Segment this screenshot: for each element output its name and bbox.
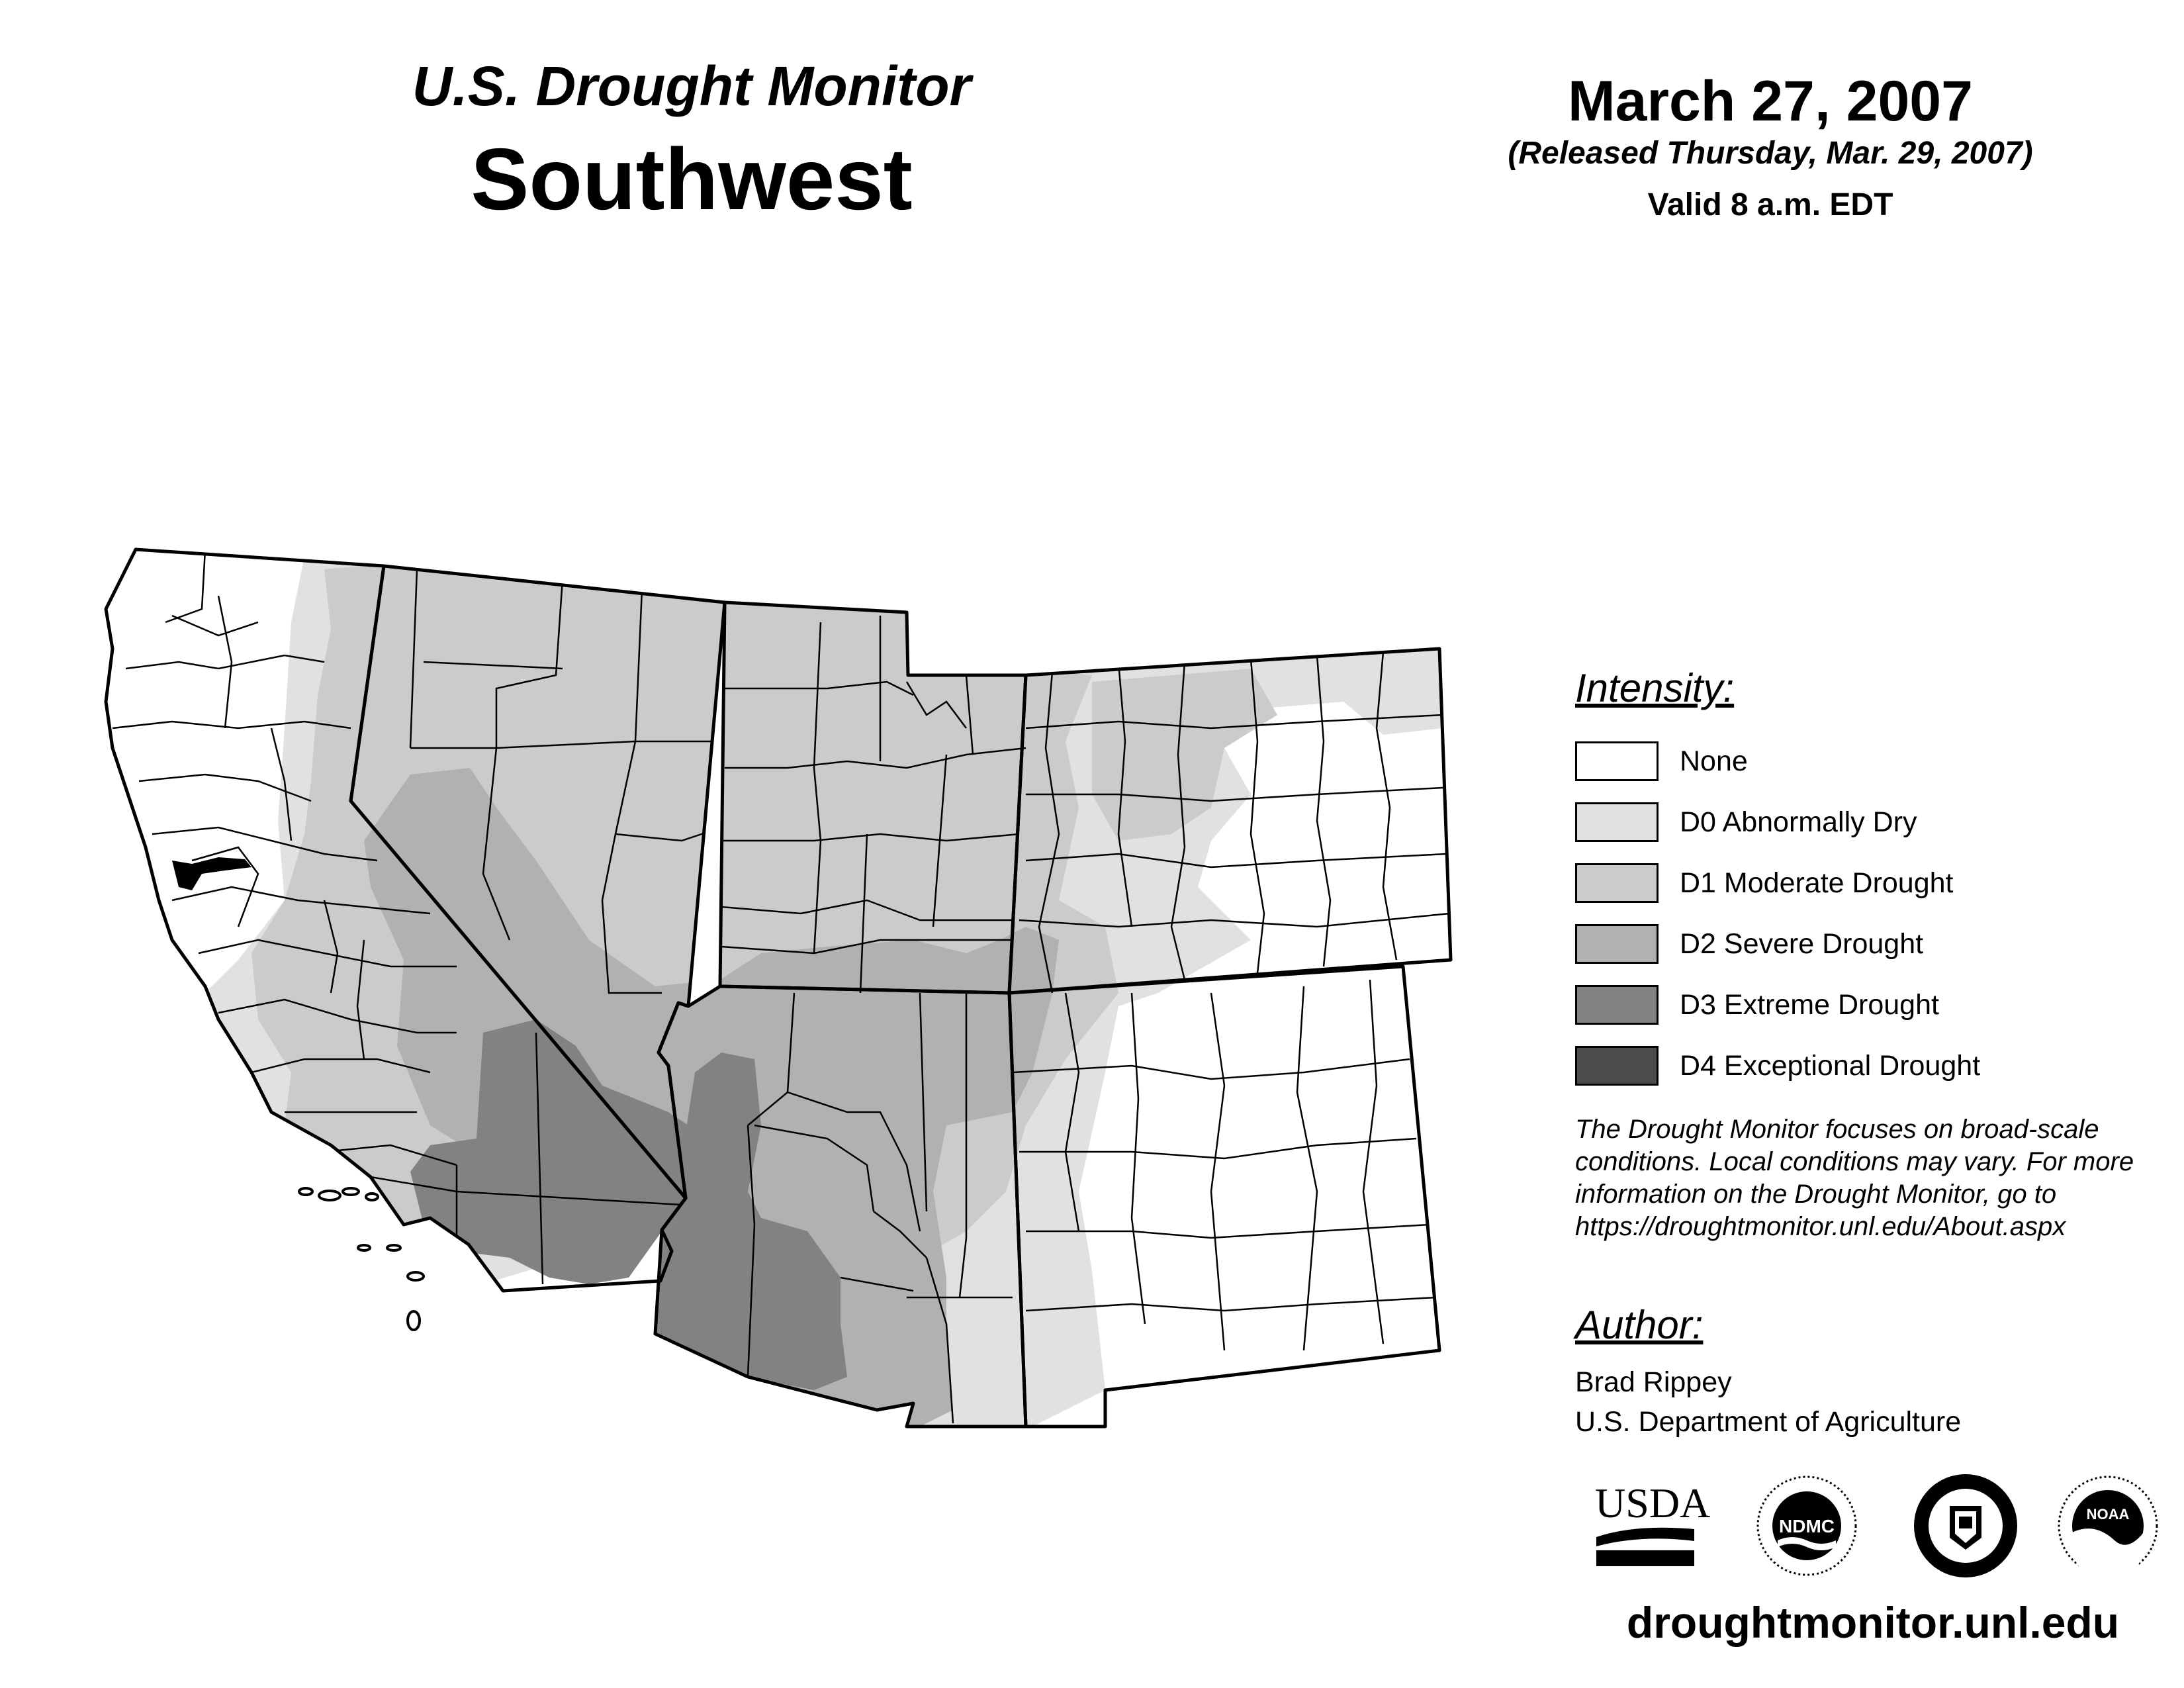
legend-label: D3 Extreme Drought (1680, 988, 1939, 1021)
drought-map (86, 530, 1476, 1489)
author-name: Brad Rippey (1575, 1366, 1732, 1398)
disclaimer-note (1575, 1113, 2171, 1243)
logo-strip (1588, 1463, 2171, 1589)
legend-swatch-d4 (1575, 1046, 1659, 1086)
legend-label: D2 Severe Drought (1680, 927, 1924, 960)
drought-areas (165, 556, 1443, 1430)
note-line: conditions. Local conditions may vary. For more (1575, 1147, 2134, 1176)
legend-swatch-d3 (1575, 985, 1659, 1025)
legend-item-d4 (1575, 1035, 2171, 1096)
note-link[interactable]: https://droughtmonitor.unl.edu/About.aspx (1575, 1212, 2066, 1241)
commerce-seal (1914, 1474, 2017, 1577)
legend-label: None (1680, 745, 1748, 777)
note-line: information on the Drought Monitor, go to (1575, 1180, 2057, 1209)
website-link[interactable]: droughtmonitor.unl.edu (1626, 1598, 2120, 1647)
ndmc-logo (1758, 1477, 1856, 1575)
noaa-logo-text: NOAA (2086, 1506, 2130, 1523)
legend-item-none (1575, 731, 2171, 792)
release-date: (Released Thursday, Mar. 29, 2007) (1508, 136, 2033, 171)
region-title: Southwest (471, 130, 913, 228)
usda-logo-text: USDA (1595, 1479, 1711, 1526)
ndmc-logo-text: NDMC (1779, 1516, 1835, 1536)
author-block (1575, 1305, 2171, 1442)
noaa-logo (2059, 1477, 2157, 1581)
author-heading: Author: (1575, 1303, 1704, 1347)
author-organization: U.S. Department of Agriculture (1575, 1406, 1962, 1438)
legend-item-d3 (1575, 974, 2171, 1035)
legend-heading: Intensity: (1575, 666, 1735, 710)
legend-swatch-none (1575, 741, 1659, 781)
legend-item-d0 (1575, 792, 2171, 853)
map-title: U.S. Drought Monitor (412, 55, 972, 117)
valid-time: Valid 8 a.m. EDT (1647, 187, 1893, 222)
legend-label: D0 Abnormally Dry (1680, 806, 1917, 838)
legend-swatch-d1 (1575, 863, 1659, 903)
usda-logo (1595, 1479, 1710, 1566)
legend-label: D1 Moderate Drought (1680, 867, 1954, 899)
legend-item-d1 (1575, 853, 2171, 914)
legend-swatch-d2 (1575, 924, 1659, 964)
san-francisco-bay (172, 857, 251, 890)
legend (1575, 666, 2171, 1096)
legend-swatch-d0 (1575, 802, 1659, 842)
legend-label: D4 Exceptional Drought (1680, 1049, 1981, 1082)
map-date: March 27, 2007 (1568, 70, 1973, 133)
note-line: The Drought Monitor focuses on broad-scale (1575, 1115, 2099, 1144)
legend-item-d2 (1575, 914, 2171, 974)
